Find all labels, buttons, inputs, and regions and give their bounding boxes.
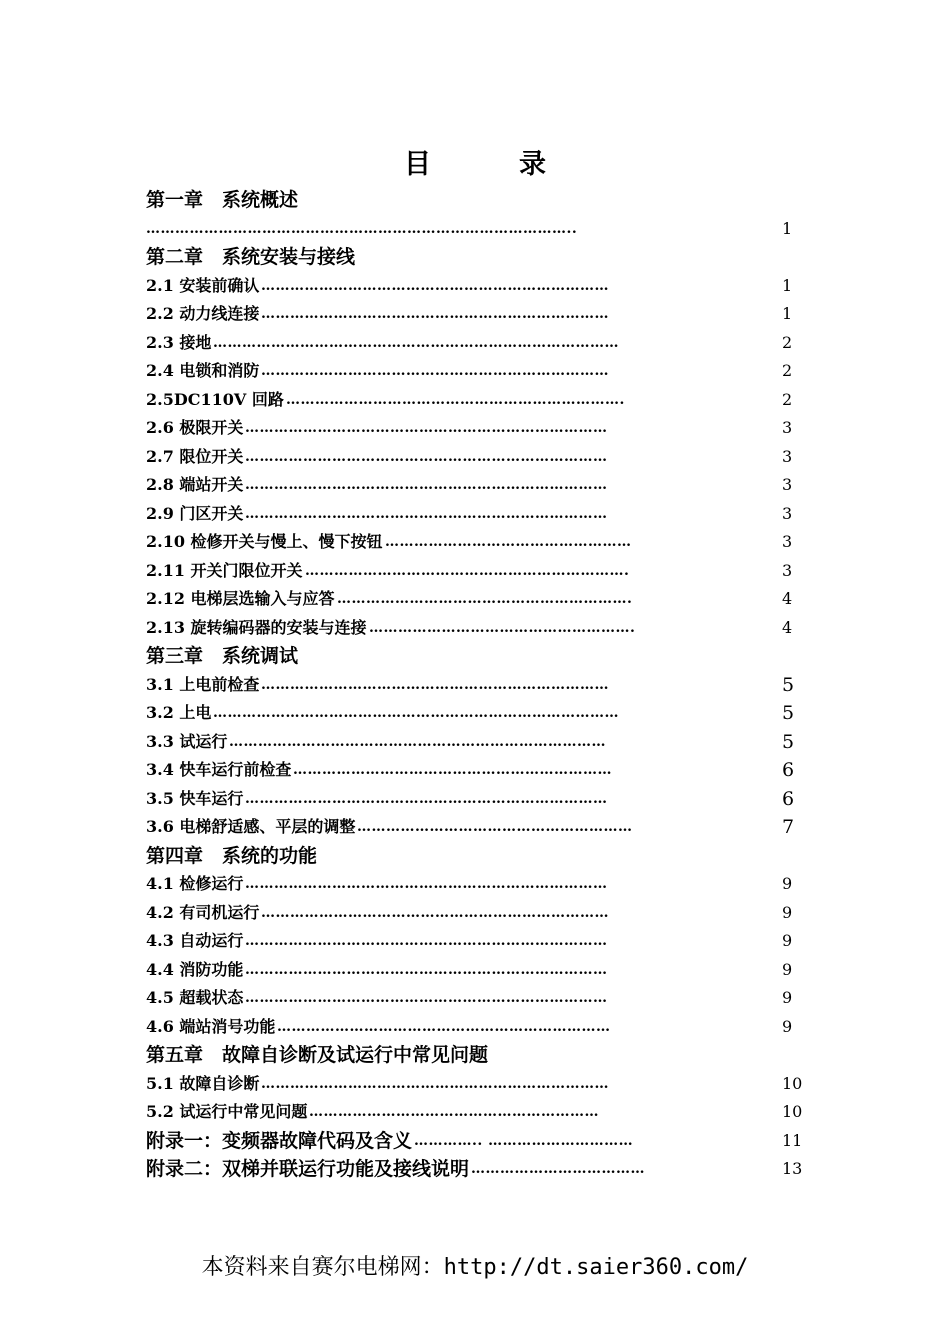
page-title [0, 142, 950, 181]
toc-page-number: 11 [782, 1130, 803, 1150]
toc-dot-leader: ………………………………………………… [357, 819, 633, 835]
toc-chapter [146, 642, 806, 671]
toc-entry [146, 585, 806, 614]
toc-dot-leader: ………………………………………………………………… [245, 477, 608, 493]
toc-entry-label: 第五章 故障自诊断及试运行中常见问题 [146, 1044, 489, 1066]
footer-source-note: 本资料来自赛尔电梯网：http://dt.saier360.com/ [201, 1255, 749, 1280]
toc-page-number: 9 [782, 931, 793, 950]
toc-entry [146, 471, 806, 500]
toc-entry [146, 728, 806, 757]
toc-entry [146, 528, 806, 557]
toc-entry-label: 3.5 快车运行 [146, 788, 244, 808]
toc-dot-leader: ……………………………………………………………… [261, 1075, 609, 1092]
toc-entry [146, 870, 806, 899]
toc-page-number: 3 [782, 560, 793, 580]
toc-page-number: 1 [782, 218, 793, 238]
toc-dot-leader: ………………………………………………………………………… [213, 334, 619, 351]
toc-chapter [146, 1127, 806, 1156]
toc-entry [146, 956, 806, 985]
toc-entry-label: 2.10 检修开关与慢上、慢下按钮 [146, 532, 383, 551]
toc-page-number: 6 [782, 759, 795, 781]
toc-entry-label: 附录二：双梯并联运行功能及接线说明 [146, 1158, 470, 1180]
toc-entry [146, 443, 806, 472]
toc-entry-label: 2.5DC110V 回路 [146, 389, 284, 409]
toc-entry-label: 2.7 限位开关 [146, 446, 244, 466]
toc-page-number: 3 [782, 475, 793, 494]
toc-page-number: 10 [782, 1102, 803, 1121]
toc-dot-leader: ………………………………………………………… [293, 762, 612, 778]
toc-dot-leader: ………………………………………………………………… [245, 933, 608, 949]
toc-entry-label: 5.2 试运行中常见问题 [146, 1102, 308, 1121]
toc-page-number: 5 [782, 730, 795, 753]
toc-dot-leader: …………………………………………………… [309, 1104, 599, 1120]
toc-page-number: 10 [782, 1073, 803, 1093]
toc-entry-label: 第二章 系统安装与接线 [146, 246, 356, 268]
toc-page-number: 2 [782, 389, 793, 409]
toc-entry-label: 2.6 极限开关 [146, 418, 244, 437]
toc-entry-label: 4.5 超载状态 [146, 988, 244, 1007]
toc-entry [146, 557, 806, 586]
toc-page-number: 2 [782, 332, 793, 352]
toc-entry-label: 2.4 电锁和消防 [146, 361, 260, 380]
toc-entry-label: 4.4 消防功能 [146, 959, 244, 979]
toc-page-number: 7 [782, 816, 795, 838]
toc-page-number: 2 [782, 361, 793, 380]
toc-entry [146, 899, 806, 928]
toc-entry-label: 4.1 检修运行 [146, 874, 244, 893]
toc-dot-leader: ………………………………………………………………… [245, 876, 608, 892]
toc-chapter [146, 1041, 806, 1070]
toc-entry [146, 1098, 806, 1127]
toc-entry-label: 4.3 自动运行 [146, 931, 244, 950]
toc-page-number: 5 [782, 673, 795, 696]
title-char-left: 目 [404, 149, 431, 180]
toc-dot-leader: …………………………………………………………………………….. [146, 220, 578, 237]
toc-entry-label: 2.8 端站开关 [146, 475, 244, 494]
toc-entry-label: 2.3 接地 [146, 332, 212, 352]
toc-entry [146, 927, 806, 956]
toc-page-number: 6 [782, 787, 795, 810]
toc-dot-leader: ……………………………………………………………… [261, 306, 609, 322]
toc-page-number: 4 [782, 589, 793, 608]
toc-entry [146, 500, 806, 529]
toc-entry [146, 414, 806, 443]
toc-entry-label: 2.13 旋转编码器的安装与连接 [146, 617, 367, 637]
toc-entry-label: 第四章 系统的功能 [146, 844, 318, 867]
toc-page-number: 3 [782, 532, 793, 551]
toc-page-number: 1 [782, 304, 793, 323]
toc-entry-label: 3.2 上电 [146, 703, 212, 722]
toc-entry-label: 第三章 系统调试 [146, 645, 299, 667]
toc-page-number: 9 [782, 1016, 793, 1036]
toc-dot-leader: ……………………………………………………………… [261, 277, 609, 294]
toc-dot-leader: ………………………………………………. [369, 619, 636, 636]
toc-entry-label: 附录一：变频器故障代码及含义 [146, 1129, 413, 1152]
toc-dot-leader: ………………………………………………………………… [245, 448, 608, 465]
toc-page-number: 3 [782, 418, 793, 437]
title-char-right: 录 [519, 149, 546, 180]
toc-entry-label: 2.2 动力线连接 [146, 304, 260, 323]
toc-entry [146, 785, 806, 814]
toc-entry-label: 3.3 试运行 [146, 731, 228, 751]
toc-page-number: 5 [782, 702, 795, 724]
toc-dot-leader: ………………………………………………………………… [245, 505, 608, 522]
toc-entry-label: 2.1 安装前确认 [146, 275, 260, 295]
toc-entry [146, 357, 806, 386]
toc-entry [146, 1070, 806, 1099]
toc-entry [146, 671, 806, 700]
table-of-contents [146, 186, 806, 1184]
toc-dot-leader: …………………………………………………………………… [229, 733, 606, 750]
toc-entry [146, 614, 806, 643]
toc-entry [146, 699, 806, 728]
toc-dot-leader: …………………………………………… [385, 534, 632, 550]
toc-dot-leader: ……………………………… [471, 1161, 645, 1177]
toc-dot-leader: ………………………………………………………………… [245, 990, 608, 1006]
toc-page-number: 9 [782, 988, 793, 1007]
toc-dot-leader: ………………………………………………………………… [245, 420, 608, 436]
toc-dot-leader: ……………………………………………………………. [286, 391, 625, 408]
toc-page-number: 3 [782, 446, 793, 466]
toc-entry [146, 300, 806, 329]
toc-dot-leader: ………………………………………………………………… [245, 961, 608, 978]
toc-entry [146, 984, 806, 1013]
toc-dot-leader: ………….. ………………………… [414, 1132, 634, 1149]
toc-leader-line [146, 215, 806, 244]
toc-entry [146, 272, 806, 301]
toc-page-number: 4 [782, 617, 793, 637]
toc-chapter [146, 243, 806, 272]
toc-entry-label: 3.1 上电前检查 [146, 674, 260, 694]
toc-entry-label: 4.6 端站消号功能 [146, 1016, 276, 1036]
toc-dot-leader: ………………………………………………………………… [245, 790, 608, 807]
toc-entry-label: 2.12 电梯层选输入与应答 [146, 589, 335, 608]
toc-entry [146, 386, 806, 415]
toc-page-number: 1 [782, 275, 793, 295]
toc-page-number: 9 [782, 902, 793, 922]
toc-page-number: 9 [782, 874, 793, 893]
toc-entry [146, 329, 806, 358]
toc-entry-label: 2.11 开关门限位开关 [146, 560, 303, 580]
toc-entry [146, 813, 806, 842]
toc-entry [146, 1013, 806, 1042]
toc-entry [146, 756, 806, 785]
toc-dot-leader: ……………………………………………………………… [261, 676, 609, 693]
toc-chapter [146, 842, 806, 871]
toc-page-number: 13 [782, 1159, 803, 1178]
toc-page-number: 3 [782, 503, 793, 523]
toc-chapter [146, 1155, 806, 1184]
toc-dot-leader: ……………………………………………………………… [261, 363, 609, 379]
toc-chapter [146, 186, 806, 215]
toc-page-number: 9 [782, 959, 793, 979]
toc-dot-leader: ……………………………………………………. [337, 591, 633, 607]
toc-entry-label: 4.2 有司机运行 [146, 902, 260, 922]
toc-dot-leader: ………………………………………………………………………… [213, 705, 619, 721]
toc-entry-label: 3.6 电梯舒适感、平层的调整 [146, 817, 356, 836]
toc-dot-leader: ……………………………………………………………… [261, 904, 609, 921]
toc-dot-leader: …………………………………………………………… [277, 1018, 611, 1035]
toc-entry-label: 5.1 故障自诊断 [146, 1073, 260, 1093]
toc-entry-label: 第一章 系统概述 [146, 189, 299, 211]
toc-entry-label: 3.4 快车运行前检查 [146, 760, 292, 779]
toc-dot-leader: …………………………………………………………. [305, 562, 630, 579]
toc-entry-label: 2.9 门区开关 [146, 503, 244, 523]
